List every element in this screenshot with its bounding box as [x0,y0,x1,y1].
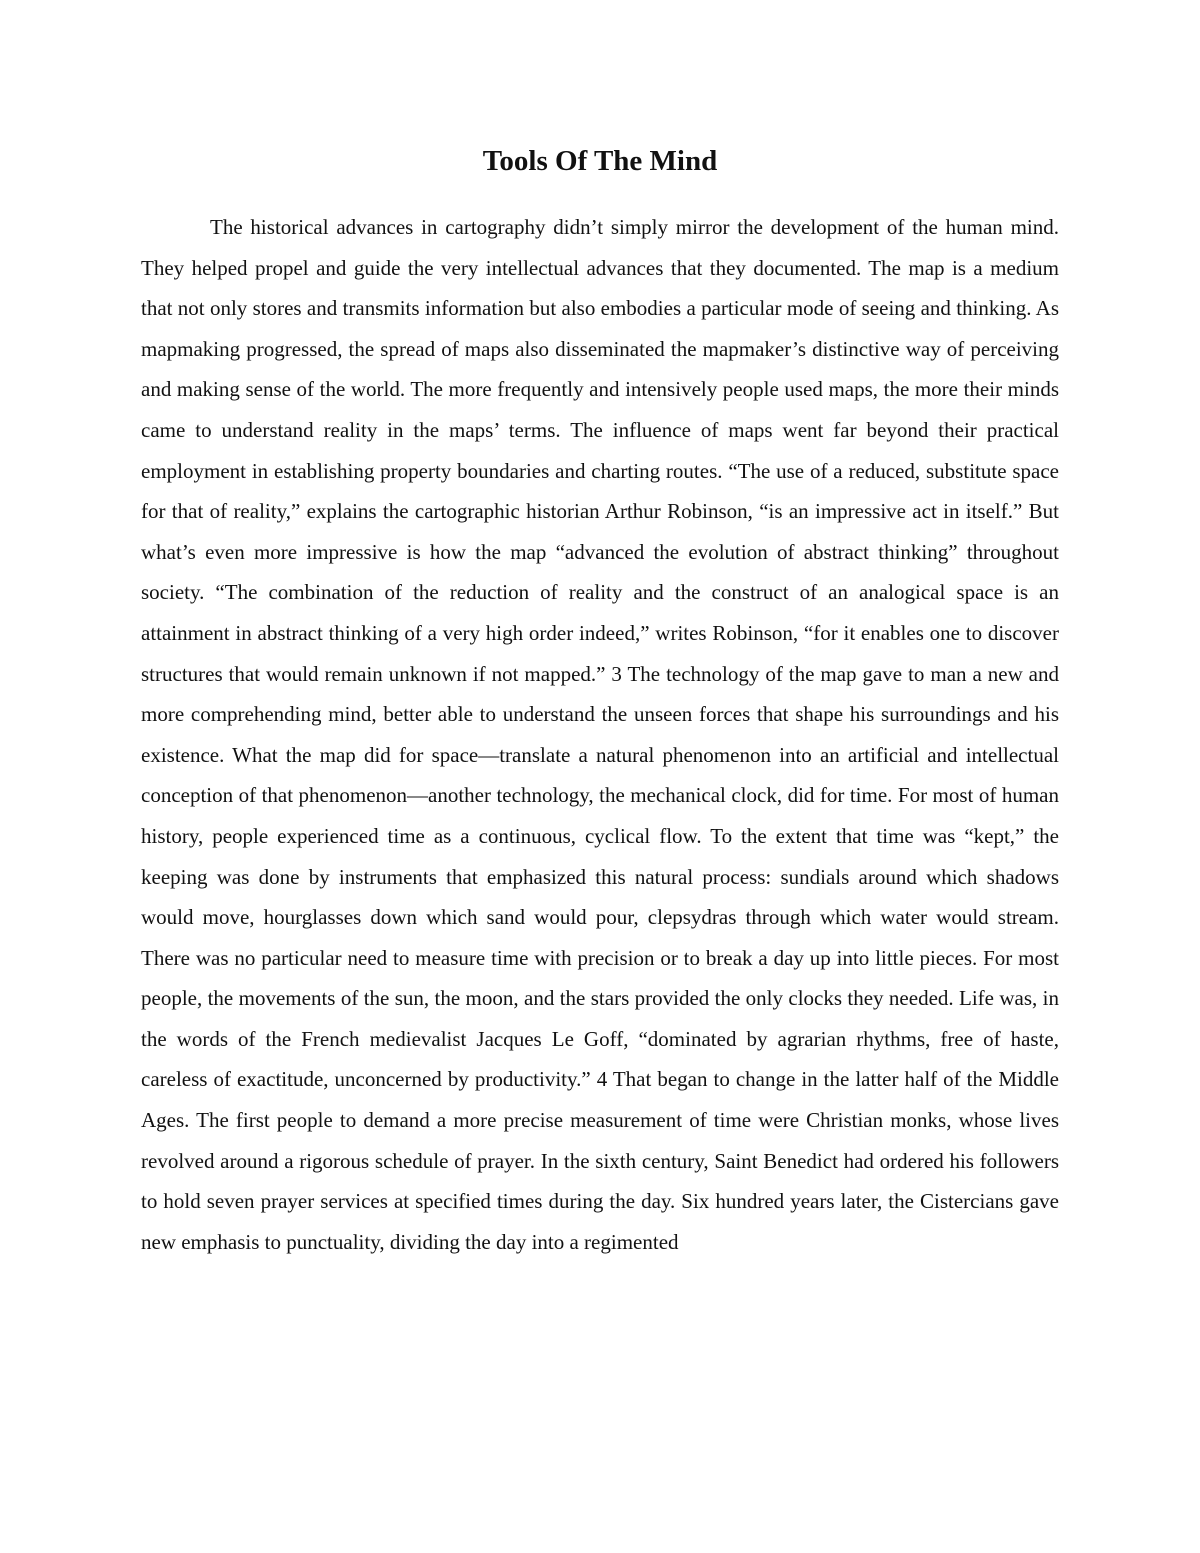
document-title: Tools Of The Mind [482,145,718,177]
body-paragraph: The historical advances in cartography didn’t simply mirror the development of the human mind. They helped propel and guide the very intellectual advances that they documented. The map is a medium that not only stores and transmits information but also embodies a particular mode of seeing and thinking. As mapmaking progressed, the spread of maps also disseminated the mapmaker’s distinctive way of perceiving and making sense of the world. The more frequently and intensively people used maps, the more their minds came to understand reality in the maps’ terms. The influence of maps went far beyond their practical employment in establishing property boundaries and charting routes. “The use of a reduced, substitute space for that of reality,” explains the cartographic historian Arthur Robinson, “is an impressive act in itself.” But what’s even more impressive is how the map “advanced the evolution of abstract thinking” throughout society. “The combination of the reduction of reality and the construct of an analogical space is an attainment in abstract thinking of a very high order indeed,” writes Robinson, “for it enables one to discover structures that would remain unknown if not mapped.” 3 The technology of the map gave to man a new and more comprehending mind, better able to understand the unseen forces that shape his surroundings and his existence. What the map did for space—translate a natural phenomenon into an artificial and intellectual conception of that phenomenon—another technology, the mechanical clock, did for time. For most of human history, people experienced time as a continuous, cyclical flow. To the extent that time was “kept,” the keeping was done by instruments that emphasized this natural process: sundials around which shadows would move, hourglasses down which sand would pour, clepsydras through which water would stream. There was no particular need to measure time with precision or to break a day up into little pieces. For most people, the movements of the sun, the moon, and the stars provided the only clocks they needed. Life was, in the words of the French medievalist Jacques Le Goff, “dominated by agrarian rhythms, free of haste, careless of exactitude, unconcerned by productivity.” 4 That began to change in the latter half of the Middle Ages. The first people to demand a more precise measurement of time were Christian monks, whose lives revolved around a rigorous schedule of prayer. In the sixth century, Saint Benedict had ordered his followers to hold seven prayer services at specified times during the day. Six hundred years later, the Cistercians gave new emphasis to punctuality, dividing the day into a regimented [141,215,1059,1254]
